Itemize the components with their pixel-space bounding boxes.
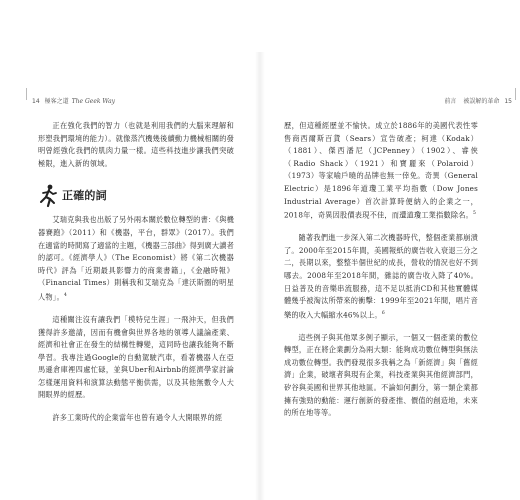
paragraph: 歷，但這種經歷並不愉快。成立於1886年的美國代表性零售商西爾斯百貨（Sears）宣告破產；柯達（Kodak）（1881）、傑西潘尼（JCPenney）（1902）、睿俠（Radio Shack）（1921）和寶麗來（Polaroid）（1973）等家喻戶曉的品牌也無一倖免。奇異（General Electric）是1896年道瓊工業平均指數（Dow Jones Industrial Average）首次計算時便納入的企業之一，2018年，奇異因股價表現不佳，而遭道瓊工業指數除名。$^5$	[284, 121, 478, 220]
chapter-title: 被誤解的革命	[463, 98, 500, 105]
right-page	[262, 0, 520, 500]
footnote-ref: 5	[473, 211, 477, 217]
intro-paragraph: 正在強化我們的智力（也就是利用我們的大腦來理解和形塑我們環境的能力）。就像蒸汽機幾後續動力機械相關的發明曾經強化我們的肌肉力量一樣。這些科技進步讓我們突破極限，進入新的領域。	[38, 121, 234, 168]
footnote-ref: 6	[381, 310, 385, 316]
section-heading	[38, 184, 234, 208]
left-page	[0, 0, 258, 500]
footnote-ref: 4	[63, 292, 68, 298]
running-header-right	[444, 96, 512, 105]
right-page-body	[284, 120, 478, 420]
part-title: 前言	[444, 98, 457, 105]
running-header-left	[32, 96, 115, 105]
book-title: 極客之道	[44, 98, 69, 105]
running-person-icon	[38, 184, 58, 208]
page-number: 14	[32, 98, 40, 105]
book-title-english: The Geek Way	[71, 98, 116, 105]
paragraph: 這些例子與其他眾多例子顯示，一個又一個產業的數位轉型，正在將企業劃分為兩大類：能夠成功數位轉型與無法成功數位轉型。我們發現很多我稱之為「新經濟」與「舊經濟」企業，破壞者與現有企業，科技產業與其他經濟部門，矽谷與美國和世界其他地區。不論如何劃分，第一類企業都擁有強勁的動能：運行創新的發產推、價值的創造地，未來的所在地等等。	[284, 332, 478, 418]
paragraph: 艾瑞克與我也出版了另外兩本關於數位轉型的書：《與機器賽跑》（2011）和《機器，平台，群眾》（2017）。我們在適當的時間寫了適當的主題，《機器三部曲》得到廣大讀者的認可。《經濟學人》（The Economist）將《第二次機器時代》評為「近期最具影響力的商業書籍」，《金融時報》（Financial Times）則稱我和艾瑞克為「達沃斯圈的明星人物」。$^4$	[38, 215, 234, 302]
page-number: 15	[504, 98, 512, 105]
crop-mark	[515, 88, 516, 100]
section-title: 正確的詞	[62, 189, 107, 203]
paragraph: 這種關注沒有讓我們「模特兒生涯」一飛沖天，但我們獲得許多邀請，因而有機會與世界各地的領導人議論產業、經濟和社會正在發生的結構性轉變，這同時也讓我能夠不斷學習。我專注過Google的自動駕駛汽車，看著機器人在亞馬遜倉庫裡四處忙碌，並與Uber和Airbnb的經濟學家討論怎樣運用資料和演算法動態平衡供需，以及其他無數令人大開眼界的經歷。	[38, 314, 234, 400]
left-page-body	[38, 120, 234, 425]
paragraph: 許多工業時代的企業當年也曾有過令人大開眼界的經	[52, 413, 223, 423]
crop-mark	[26, 88, 27, 100]
paragraph: 隨著我們進一步深入第二次機器時代，整個產業都崩潰了。2000年至2015年間，美國報紙的廣告收入衰退三分之二，長期以來，整整半個世紀的成長，營收的情況也好不到哪去。2008年至2018年間，雜誌的廣告收入降了40%。日益普及的音樂串流服務，這不足以抵消CD和其他實體媒體幾乎被淘汰所帶來的衝擊：1999年至2021年間，唱片音樂的收入大幅縮水46%以上。$^6$	[284, 233, 478, 320]
